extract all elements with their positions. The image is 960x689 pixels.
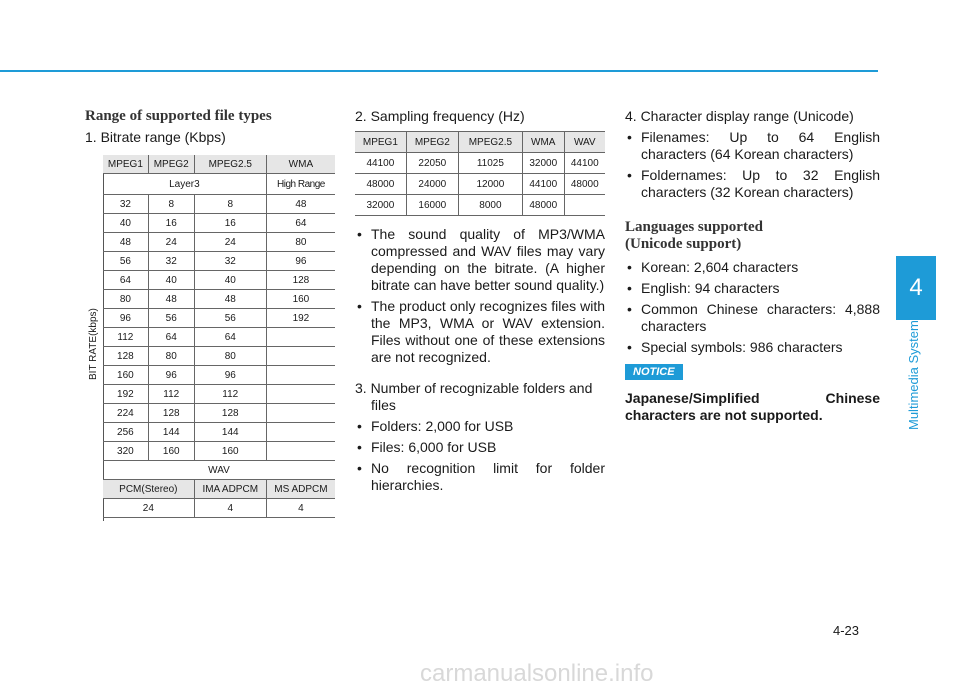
sampling-table: [355, 131, 605, 216]
bitrate-cell: 96: [103, 309, 148, 328]
column-2: [355, 108, 605, 498]
bitrate-side-label-cell: [85, 155, 104, 521]
bitrate-cell: 96: [266, 252, 335, 271]
bitrate-cell: 64: [148, 328, 194, 347]
language-bullet: • Common Chinese characters: 4,888 characters: [625, 301, 880, 335]
sampling-header-cell: WMA: [522, 132, 564, 153]
bitrate-cell: 144: [148, 423, 194, 442]
column-1: [85, 108, 335, 155]
section3-bullets: [355, 418, 605, 494]
bitrate-cell: 56: [148, 309, 194, 328]
sampling-row: [355, 195, 605, 216]
bitrate-row: [103, 214, 335, 233]
bitrate-cell: 8: [194, 195, 266, 214]
bitrate-cell: 64: [103, 271, 148, 290]
wav-label-row: [103, 461, 335, 480]
bitrate-cell: 56: [194, 309, 266, 328]
bitrate-row: [103, 404, 335, 423]
bitrate-cell: 160: [148, 442, 194, 461]
bitrate-cell: 32: [148, 252, 194, 271]
bitrate-row: [103, 423, 335, 442]
bitrate-cell: 40: [103, 214, 148, 233]
chapter-tab: [896, 256, 936, 320]
wav-value-cell: 24: [103, 499, 194, 518]
bitrate-cell: 112: [148, 385, 194, 404]
section4-bullet: • Foldernames: Up to 32 English characters (32 Korean characters): [625, 167, 880, 201]
language-bullet: • Korean: 2,604 characters: [625, 259, 880, 276]
bitrate-row: [103, 290, 335, 309]
sampling-cell: 8000: [458, 195, 522, 216]
wav-header-cell: MS ADPCM: [266, 480, 335, 499]
section3-bullet: • No recognition limit for folder hierarchies.: [355, 460, 605, 494]
bitrate-row: [103, 347, 335, 366]
bitrate-cell: 80: [148, 347, 194, 366]
bitrate-cell: 80: [266, 233, 335, 252]
wav-label: WAV: [103, 461, 335, 480]
bitrate-cell: 128: [266, 271, 335, 290]
bitrate-cell: 32: [103, 195, 148, 214]
section4-title: 4. Character display range (Unicode): [625, 108, 854, 124]
bitrate-cell: [266, 366, 335, 385]
wav-header-row: [103, 480, 335, 499]
layer3-label: Layer3: [103, 174, 266, 195]
bitrate-cell: 256: [103, 423, 148, 442]
bitrate-cell: [266, 404, 335, 423]
bitrate-row: [103, 385, 335, 404]
bitrate-cell: 40: [194, 271, 266, 290]
sampling-cell: 44100: [564, 153, 605, 174]
section2-bullet: • The product only recognizes files with the MP3, WMA or WAV extension. Files without one of these extensions are not recognized.: [355, 298, 605, 366]
sampling-cell: 11025: [458, 153, 522, 174]
section3-bullet: • Files: 6,000 for USB: [355, 439, 605, 456]
bitrate-cell: [266, 328, 335, 347]
wav-header-cell: PCM(Stereo): [103, 480, 194, 499]
section1-title: Range of supported file types: [85, 108, 272, 124]
bitrate-cell: 96: [148, 366, 194, 385]
page-number: 4-23: [833, 623, 860, 638]
bitrate-cell: 24: [194, 233, 266, 252]
bitrate-cell: 160: [266, 290, 335, 309]
sampling-cell: 24000: [406, 174, 458, 195]
section3-title: 3. Number of recognizable folders and files: [355, 380, 593, 413]
bitrate-row: [103, 271, 335, 290]
wav-values-row: [103, 499, 335, 518]
sampling-row: [355, 153, 605, 174]
bitrate-header-cell: MPEG2: [148, 155, 194, 174]
sampling-header-cell: MPEG2.5: [458, 132, 522, 153]
bitrate-cell: 112: [194, 385, 266, 404]
bitrate-cell: 80: [194, 347, 266, 366]
sampling-header-cell: WAV: [564, 132, 605, 153]
bitrate-header-cell: MPEG1: [103, 155, 148, 174]
bitrate-row: [103, 442, 335, 461]
sampling-header-cell: MPEG2: [406, 132, 458, 153]
bitrate-cell: 24: [148, 233, 194, 252]
sampling-cell: 48000: [355, 174, 406, 195]
notice-text: Japanese/Simplified Chinese characters are not supported.: [625, 390, 880, 423]
bitrate-cell: 48: [148, 290, 194, 309]
sampling-cell: [564, 195, 605, 216]
bitrate-header-cell: WMA: [266, 155, 335, 174]
sampling-header-cell: MPEG1: [355, 132, 406, 153]
wav-value-cell: 4: [266, 499, 335, 518]
bitrate-cell: 128: [148, 404, 194, 423]
bitrate-cell: 64: [266, 214, 335, 233]
bitrate-cell: 160: [194, 442, 266, 461]
sampling-cell: 12000: [458, 174, 522, 195]
high-range-label: High Range: [266, 174, 335, 195]
bitrate-cell: 144: [194, 423, 266, 442]
section1-subtitle: 1. Bitrate range (Kbps): [85, 129, 226, 145]
bitrate-cell: 8: [148, 195, 194, 214]
bitrate-cell: 128: [103, 347, 148, 366]
sampling-cell: 32000: [355, 195, 406, 216]
bitrate-grid: [103, 155, 335, 518]
languages-title: Languages supported (Unicode support): [625, 219, 763, 252]
bitrate-cell: [266, 347, 335, 366]
sampling-cell: 48000: [522, 195, 564, 216]
bitrate-cell: 56: [103, 252, 148, 271]
bitrate-row: [103, 195, 335, 214]
section2-title: 2. Sampling frequency (Hz): [355, 108, 525, 124]
bitrate-row: [103, 328, 335, 347]
sampling-row: [355, 174, 605, 195]
bitrate-side-label: BIT RATE(kbps): [88, 308, 99, 380]
bitrate-row: [103, 366, 335, 385]
languages-bullets: [625, 259, 880, 356]
bitrate-cell: 40: [148, 271, 194, 290]
language-bullet: • Special symbols: 986 characters: [625, 339, 880, 356]
bitrate-cell: 48: [194, 290, 266, 309]
bitrate-cell: 16: [148, 214, 194, 233]
chapter-label: Multimedia System: [906, 320, 921, 430]
bitrate-cell: [266, 442, 335, 461]
bitrate-cell: 192: [103, 385, 148, 404]
sampling-cell: 32000: [522, 153, 564, 174]
bitrate-cell: 48: [103, 233, 148, 252]
bitrate-cell: 128: [194, 404, 266, 423]
language-bullet: • English: 94 characters: [625, 280, 880, 297]
sampling-cell: 22050: [406, 153, 458, 174]
bitrate-cell: 96: [194, 366, 266, 385]
bitrate-table: [85, 155, 335, 521]
bitrate-cell: 16: [194, 214, 266, 233]
wav-header-cell: IMA ADPCM: [194, 480, 266, 499]
section4-bullet: • Filenames: Up to 64 English characters (64 Korean characters): [625, 129, 880, 163]
sampling-cell: 16000: [406, 195, 458, 216]
bitrate-cell: 192: [266, 309, 335, 328]
bitrate-cell: 320: [103, 442, 148, 461]
section4-bullets: [625, 129, 880, 201]
bitrate-header-cell: MPEG2.5: [194, 155, 266, 174]
section2-bullets: [355, 226, 605, 366]
bitrate-cell: 32: [194, 252, 266, 271]
bitrate-cell: [266, 423, 335, 442]
column-3: [625, 108, 880, 424]
notice-badge: NOTICE: [625, 364, 683, 380]
wav-value-cell: 4: [194, 499, 266, 518]
bitrate-cell: 224: [103, 404, 148, 423]
bitrate-cell: 48: [266, 195, 335, 214]
watermark: carmanualsonline.info: [420, 660, 654, 687]
section3-bullet: • Folders: 2,000 for USB: [355, 418, 605, 435]
bitrate-row: [103, 233, 335, 252]
chapter-number: 4: [909, 274, 923, 301]
section2-bullet: • The sound quality of MP3/WMA compressed and WAV files may vary depending on the bitrate. (A higher bitrate can have better sound quality.): [355, 226, 605, 294]
bitrate-cell: 80: [103, 290, 148, 309]
sampling-cell: 48000: [564, 174, 605, 195]
bitrate-row: [103, 309, 335, 328]
sampling-cell: 44100: [355, 153, 406, 174]
top-rule: [0, 70, 878, 72]
bitrate-row: [103, 252, 335, 271]
bitrate-cell: [266, 385, 335, 404]
bitrate-cell: 160: [103, 366, 148, 385]
bitrate-cell: 112: [103, 328, 148, 347]
sampling-cell: 44100: [522, 174, 564, 195]
bitrate-cell: 64: [194, 328, 266, 347]
